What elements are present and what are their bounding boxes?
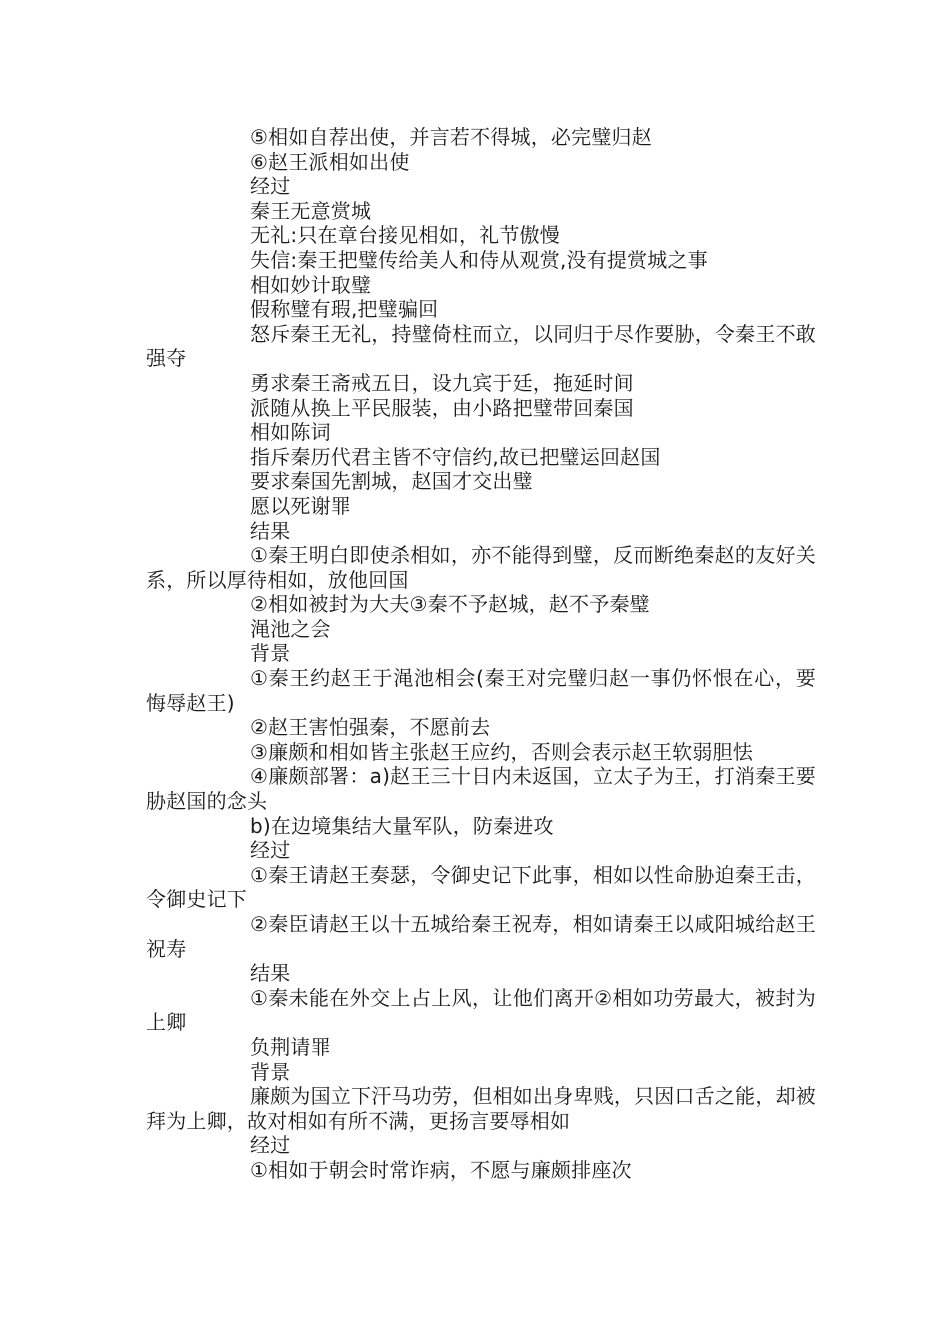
text-line: 勇求秦王斋戒五日，设九宾于廷，拖延时间: [250, 370, 634, 395]
text-line: 指斥秦历代君主皆不守信约,故已把璧运回赵国: [250, 444, 661, 469]
text-line: 秦王无意赏城: [250, 198, 372, 223]
wrapped-paragraph: ①秦王约赵王于渑池相会(秦王对完璧归赵一事仍怀恨在心，要悔辱赵王): [146, 666, 816, 715]
section-heading: 经过: [250, 174, 291, 199]
text-line: 假称璧有瑕,把璧骗回: [250, 297, 439, 322]
wrapped-paragraph: ②秦臣请赵王以十五城给秦王祝寿，相如请秦王以咸阳城给赵王祝寿: [146, 912, 816, 961]
wrapped-paragraph: ①秦未能在外交上占上风，让他们离开②相如功劳最大，被封为上卿: [146, 985, 816, 1035]
text-line: 愿以死谢罪: [250, 493, 351, 518]
wrapped-paragraph: ①秦王请赵王奏瑟，令御史记下此事，相如以性命胁迫秦王击，令御史记下: [146, 862, 816, 912]
text-line: 相如妙计取璧: [250, 272, 372, 297]
section-heading: 经过: [250, 1133, 291, 1158]
section-heading: 背景: [250, 641, 291, 666]
text-line: ②赵王害怕强秦，不愿前去: [250, 715, 491, 740]
section-heading: 结果: [250, 518, 291, 543]
text-line: ①相如于朝会时常诈病，不愿与廉颇排座次: [250, 1157, 632, 1182]
text-line: 相如陈词: [250, 420, 331, 445]
wrapped-paragraph: ④廉颇部署：a)赵王三十日内未返国，立太子为王，打消秦王要胁赵国的念头: [146, 764, 816, 814]
text-line: ⑥赵王派相如出使: [250, 149, 410, 174]
text-line: ②相如被封为大夫③秦不予赵城，赵不予秦璧: [250, 592, 650, 617]
text-line: b)在边境集结大量军队，防秦进攻: [250, 813, 554, 838]
text-line: 失信:秦王把璧传给美人和侍从观赏,没有提赏城之事: [250, 247, 708, 272]
text-line: 无礼:只在章台接见相如，礼节傲慢: [250, 223, 560, 248]
section-heading: 经过: [250, 838, 291, 863]
section-heading: 背景: [250, 1059, 291, 1084]
wrapped-paragraph: 怒斥秦王无礼，持璧倚柱而立，以同归于尽作要胁，令秦王不敢强夺: [146, 321, 816, 371]
text-line: ⑤相如自荐出使，并言若不得城，必完璧归赵: [250, 125, 652, 149]
wrapped-paragraph: 廉颇为国立下汗马功劳，但相如出身卑贱，只因口舌之能，却被拜为上卿，故对相如有所不满，更扬言要辱相如: [146, 1084, 816, 1133]
text-line: 要求秦国先割城，赵国才交出璧: [250, 469, 533, 494]
text-line: 派随从换上平民服装，由小路把璧带回秦国: [250, 395, 634, 420]
section-heading: 渑池之会: [250, 616, 331, 641]
section-heading: 负荆请罪: [250, 1034, 331, 1059]
wrapped-paragraph: ③廉颇和相如皆主张赵王应约，否则会表示赵王软弱胆怯: [250, 739, 753, 764]
section-heading: 结果: [250, 961, 291, 986]
wrapped-paragraph: ①秦王明白即使杀相如，亦不能得到璧，反而断绝秦赵的友好关系，所以厚待相如，放他回国: [146, 543, 816, 592]
document-body: [146, 125, 816, 1183]
